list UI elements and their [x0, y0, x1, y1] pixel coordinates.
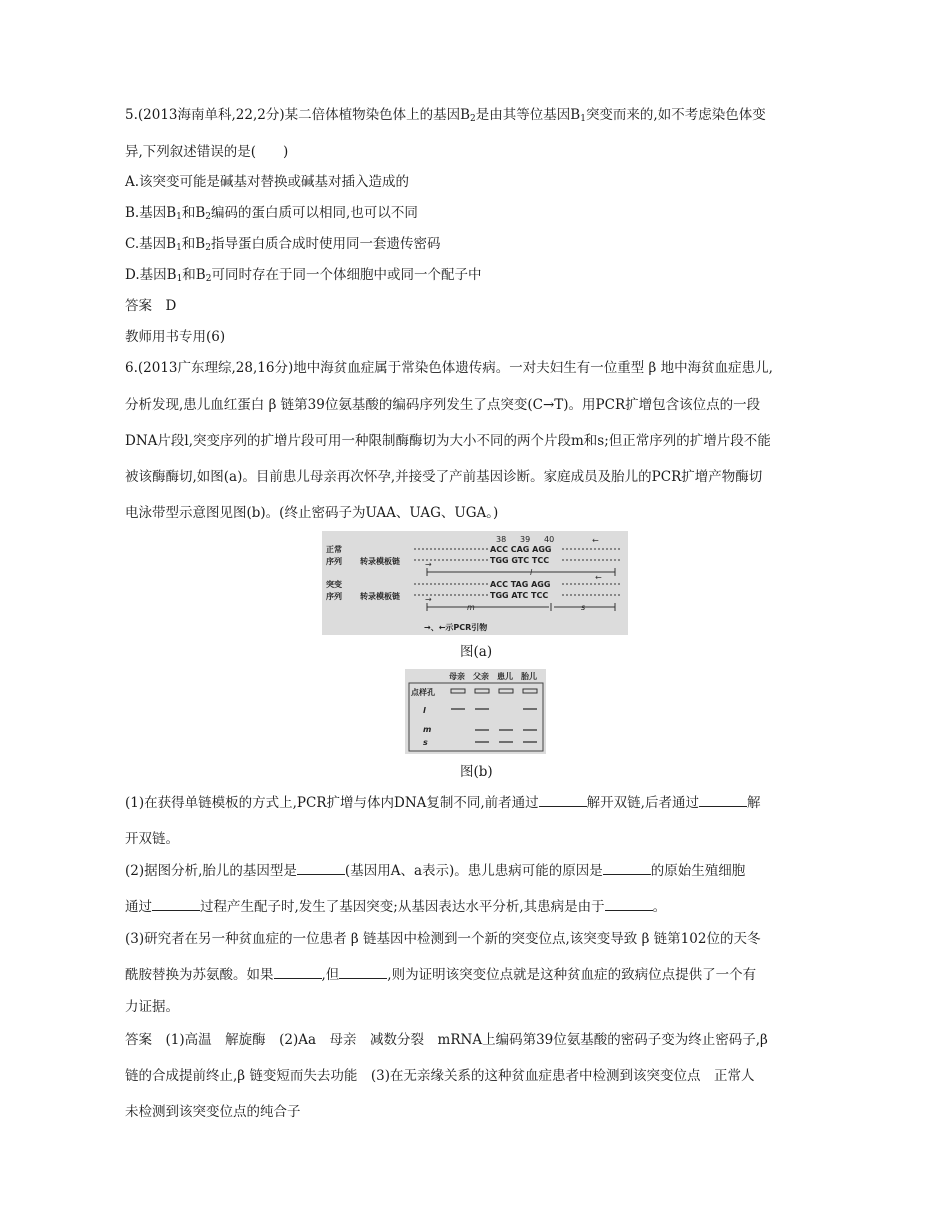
normal-label-2: 序列: [326, 557, 342, 566]
subq2-line-2: 通过 过程产生配子时,发生了基因突变;从基因表达水平分析,其患病是由于 。: [125, 899, 667, 915]
well-father: [475, 689, 489, 693]
s-fragment-label: s: [581, 603, 586, 612]
mutant-bottom-seq: TGG ATC TCC: [490, 591, 549, 600]
answer6-line-2: 链的合成提前终止,β 链变短而失去功能 (3)在无亲缘关系的这种贫血症患者中检测到该突变位点 正常人: [125, 1068, 755, 1084]
q5-answer: 答案 D: [125, 298, 177, 314]
m-fragment-label: m: [467, 603, 475, 612]
figure-a: [322, 531, 628, 635]
normal-top-seq: ACC CAG AGG: [490, 545, 552, 554]
mutant-template-label: 转录模板链: [360, 592, 400, 601]
primer-arrow-right-icon: →: [425, 560, 432, 569]
row-label-m: m: [423, 725, 432, 734]
answer-blank[interactable]: [699, 794, 747, 807]
subq1-line-2: 开双链。: [125, 831, 179, 847]
pcr-primer-legend: →、←示PCR引物: [424, 623, 488, 632]
subq3-line-2: 酰胺替换为苏氨酸。如果 ,但 ,则为证明该突变位点就是这种贫血症的致病位点提供了一个有: [125, 967, 757, 983]
answer-blank[interactable]: [605, 898, 653, 911]
q6-line-2: 分析发现,患儿血红蛋白 β 链第39位氨基酸的编码序列发生了点突变(C→T)。用PCR扩增包含该位点的一段: [125, 397, 761, 413]
q5-option-a: A.该突变可能是碱基对替换或碱基对插入造成的: [125, 174, 410, 190]
primer-arrow-right-icon-2: →: [425, 595, 432, 604]
l-fragment-label: l: [530, 568, 533, 577]
q6-line-5: 电泳带型示意图见图(b)。(终止密码子为UAA、UAG、UGA。): [125, 505, 499, 521]
primer-arrow-left-icon: ←: [592, 536, 599, 545]
codon-39: 39: [520, 535, 531, 544]
row-label-l: l: [423, 706, 426, 715]
q5-option-d: D.基因$B_1$和$B_2$可同时存在于同一个体细胞中或同一个配子中: [125, 267, 482, 284]
answer-blank[interactable]: [152, 898, 200, 911]
q6-line-1: 6.(2013广东理综,28,16分)地中海贫血症属于常染色体遗传病。一对夫妇生有一位重型 β 地中海贫血症患儿,: [125, 360, 773, 376]
well-mother: [451, 689, 465, 693]
header-fetus: 胎儿: [521, 672, 537, 681]
q6-line-3: DNA片段l,突变序列的扩增片段可用一种限制酶酶切为大小不同的两个片段m和s;但正常序列的扩增片段不能: [125, 433, 771, 449]
answer-blank[interactable]: [297, 862, 345, 875]
teacher-note: 教师用书专用(6): [125, 329, 226, 345]
answer-blank[interactable]: [339, 966, 387, 979]
normal-label-1: 正常: [326, 545, 342, 554]
header-father: 父亲: [473, 672, 489, 681]
subq1-line-1: (1)在获得单链模板的方式上,PCR扩增与体内DNA复制不同,前者通过 解开双链,后者通过 解: [125, 795, 761, 811]
figure-b-caption: 图(b): [460, 764, 493, 780]
normal-bottom-seq: TGG GTC TCC: [490, 556, 550, 565]
normal-template-label: 转录模板链: [360, 557, 400, 566]
row-label-s: s: [423, 738, 428, 747]
subq2-line-1: (2)据图分析,胎儿的基因型是 (基因用A、a表示)。患儿患病可能的原因是 的原始生殖细胞: [125, 863, 746, 879]
well-fetus: [523, 689, 537, 693]
q5-line-2: 异,下列叙述错误的是( ): [125, 144, 289, 160]
header-mother: 母亲: [449, 672, 465, 681]
q5-option-b: B.基因$B_1$和$B_2$编码的蛋白质可以相同,也可以不同: [125, 205, 418, 222]
answer6-line-1: 答案 (1)高温 解旋酶 (2)Aa 母亲 减数分裂 mRNA上编码第39位氨基酸的密码子变为终止密码子,β: [125, 1032, 768, 1048]
figure-a-caption: 图(a): [460, 644, 493, 660]
codon-38: 38: [496, 535, 507, 544]
mutant-label-1: 突变: [326, 580, 342, 589]
mutant-label-2: 序列: [326, 592, 342, 601]
q5-option-c: C.基因$B_1$和$B_2$指导蛋白质合成时使用同一套遗传密码: [125, 236, 441, 253]
codon-40: 40: [544, 535, 555, 544]
primer-arrow-left-icon-2: ←: [595, 573, 602, 582]
figure-b: [405, 669, 546, 754]
mutant-top-seq: ACC TAG AGG: [490, 580, 551, 589]
header-patient: 患儿: [497, 672, 513, 681]
row-label-sample: 点样孔: [411, 688, 435, 697]
answer6-line-3: 未检测到该突变位点的纯合子: [125, 1104, 301, 1120]
answer-blank[interactable]: [539, 794, 587, 807]
answer-blank[interactable]: [274, 966, 322, 979]
subq3-line-1: (3)研究者在另一种贫血症的一位患者 β 链基因中检测到一个新的突变位点,该突变导致 β 链第102位的天冬: [125, 931, 761, 947]
answer-blank[interactable]: [603, 862, 651, 875]
subq3-line-3: 力证据。: [125, 999, 179, 1015]
well-patient: [499, 689, 513, 693]
q5-line-1: 5.(2013海南单科,22,2分)某二倍体植物染色体上的基因$B_2$是由其等位基因$B_1$突变而来的,如不考虑染色体变: [125, 107, 766, 124]
q6-line-4: 被该酶酶切,如图(a)。目前患儿母亲再次怀孕,并接受了产前基因诊断。家庭成员及胎儿的PCR扩增产物酶切: [125, 469, 763, 485]
